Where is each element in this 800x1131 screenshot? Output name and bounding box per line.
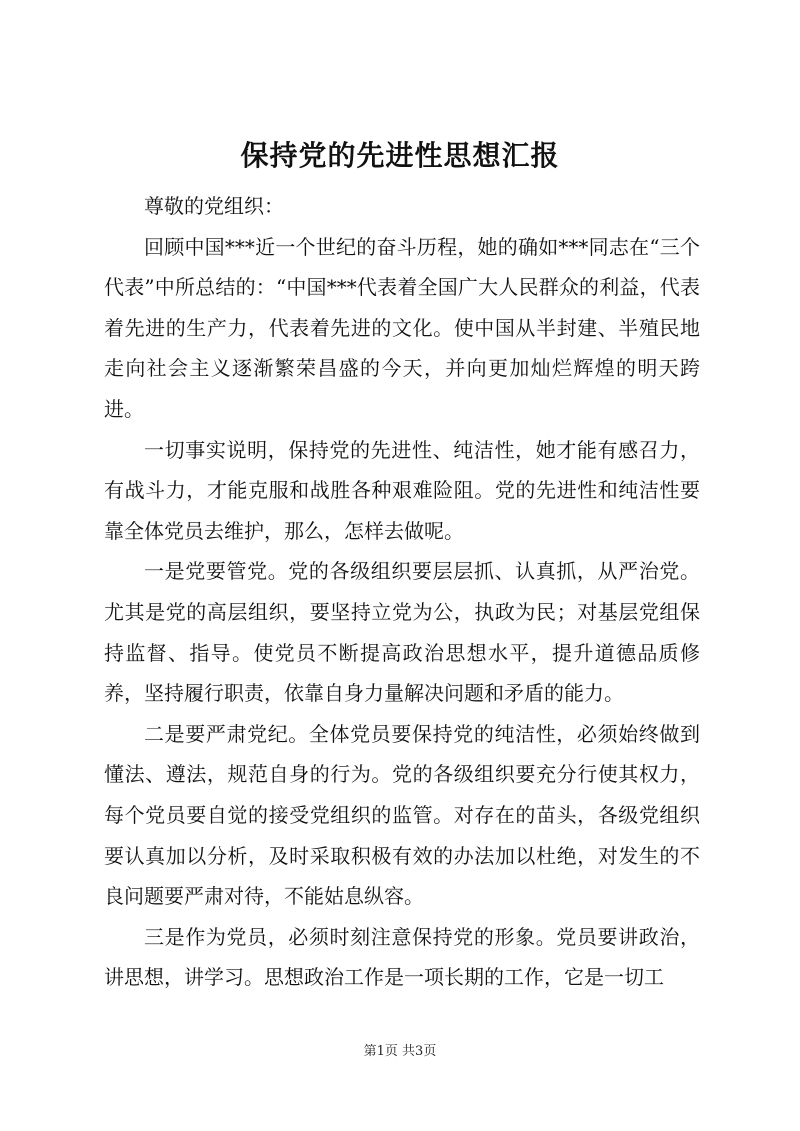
page-footer: 第1页 共3页 [363,1044,437,1059]
document-body [104,186,700,998]
paragraph: 一是党要管党。党的各级组织要层层抓、认真抓，从严治党。尤其是党的高层组织，要坚持立党为公，执政为民；对基层党组保持监督、指导。使党员不断提高政治思想水平，提升道德品质修养，坚持履行职责，依靠自身力量解决问题和矛盾的能力。 [104,559,700,706]
paragraph: 回顾中国***近一个世纪的奋斗历程，她的确如***同志在“三个代表”中所总结的：“中国***代表着全国广大人民群众的利益，代表着先进的生产力，代表着先进的文化。使中国从半封建、半殖民地走向社会主义逐渐繁荣昌盛的今天，并向更加灿烂辉煌的明天跨进。 [104,234,700,421]
paragraph: 一切事实说明，保持党的先进性、纯洁性，她才能有感召力，有战斗力，才能克服和战胜各种艰难险阻。党的先进性和纯洁性要靠全体党员去维护，那么，怎样去做呢。 [104,437,700,543]
paragraph: 三是作为党员，必须时刻注意保持党的形象。党员要讲政治，讲思想，讲学习。思想政治工作是一项长期的工作，它是一切工 [104,924,700,990]
paragraph: 二是要严肃党纪。全体党员要保持党的纯洁性，必须始终做到懂法、遵法，规范自身的行为。党的各级组织要充分行使其权力，每个党员要自觉的接受党组织的监管。对存在的苗头，各级党组织要认真加以分析，及时采取积极有效的办法加以杜绝，对发生的不良问题要严肃对待，不能姑息纵容。 [104,721,700,909]
document-title: 保持党的先进性思想汇报 [240,139,560,172]
salutation: 尊敬的党组织： [144,194,284,218]
